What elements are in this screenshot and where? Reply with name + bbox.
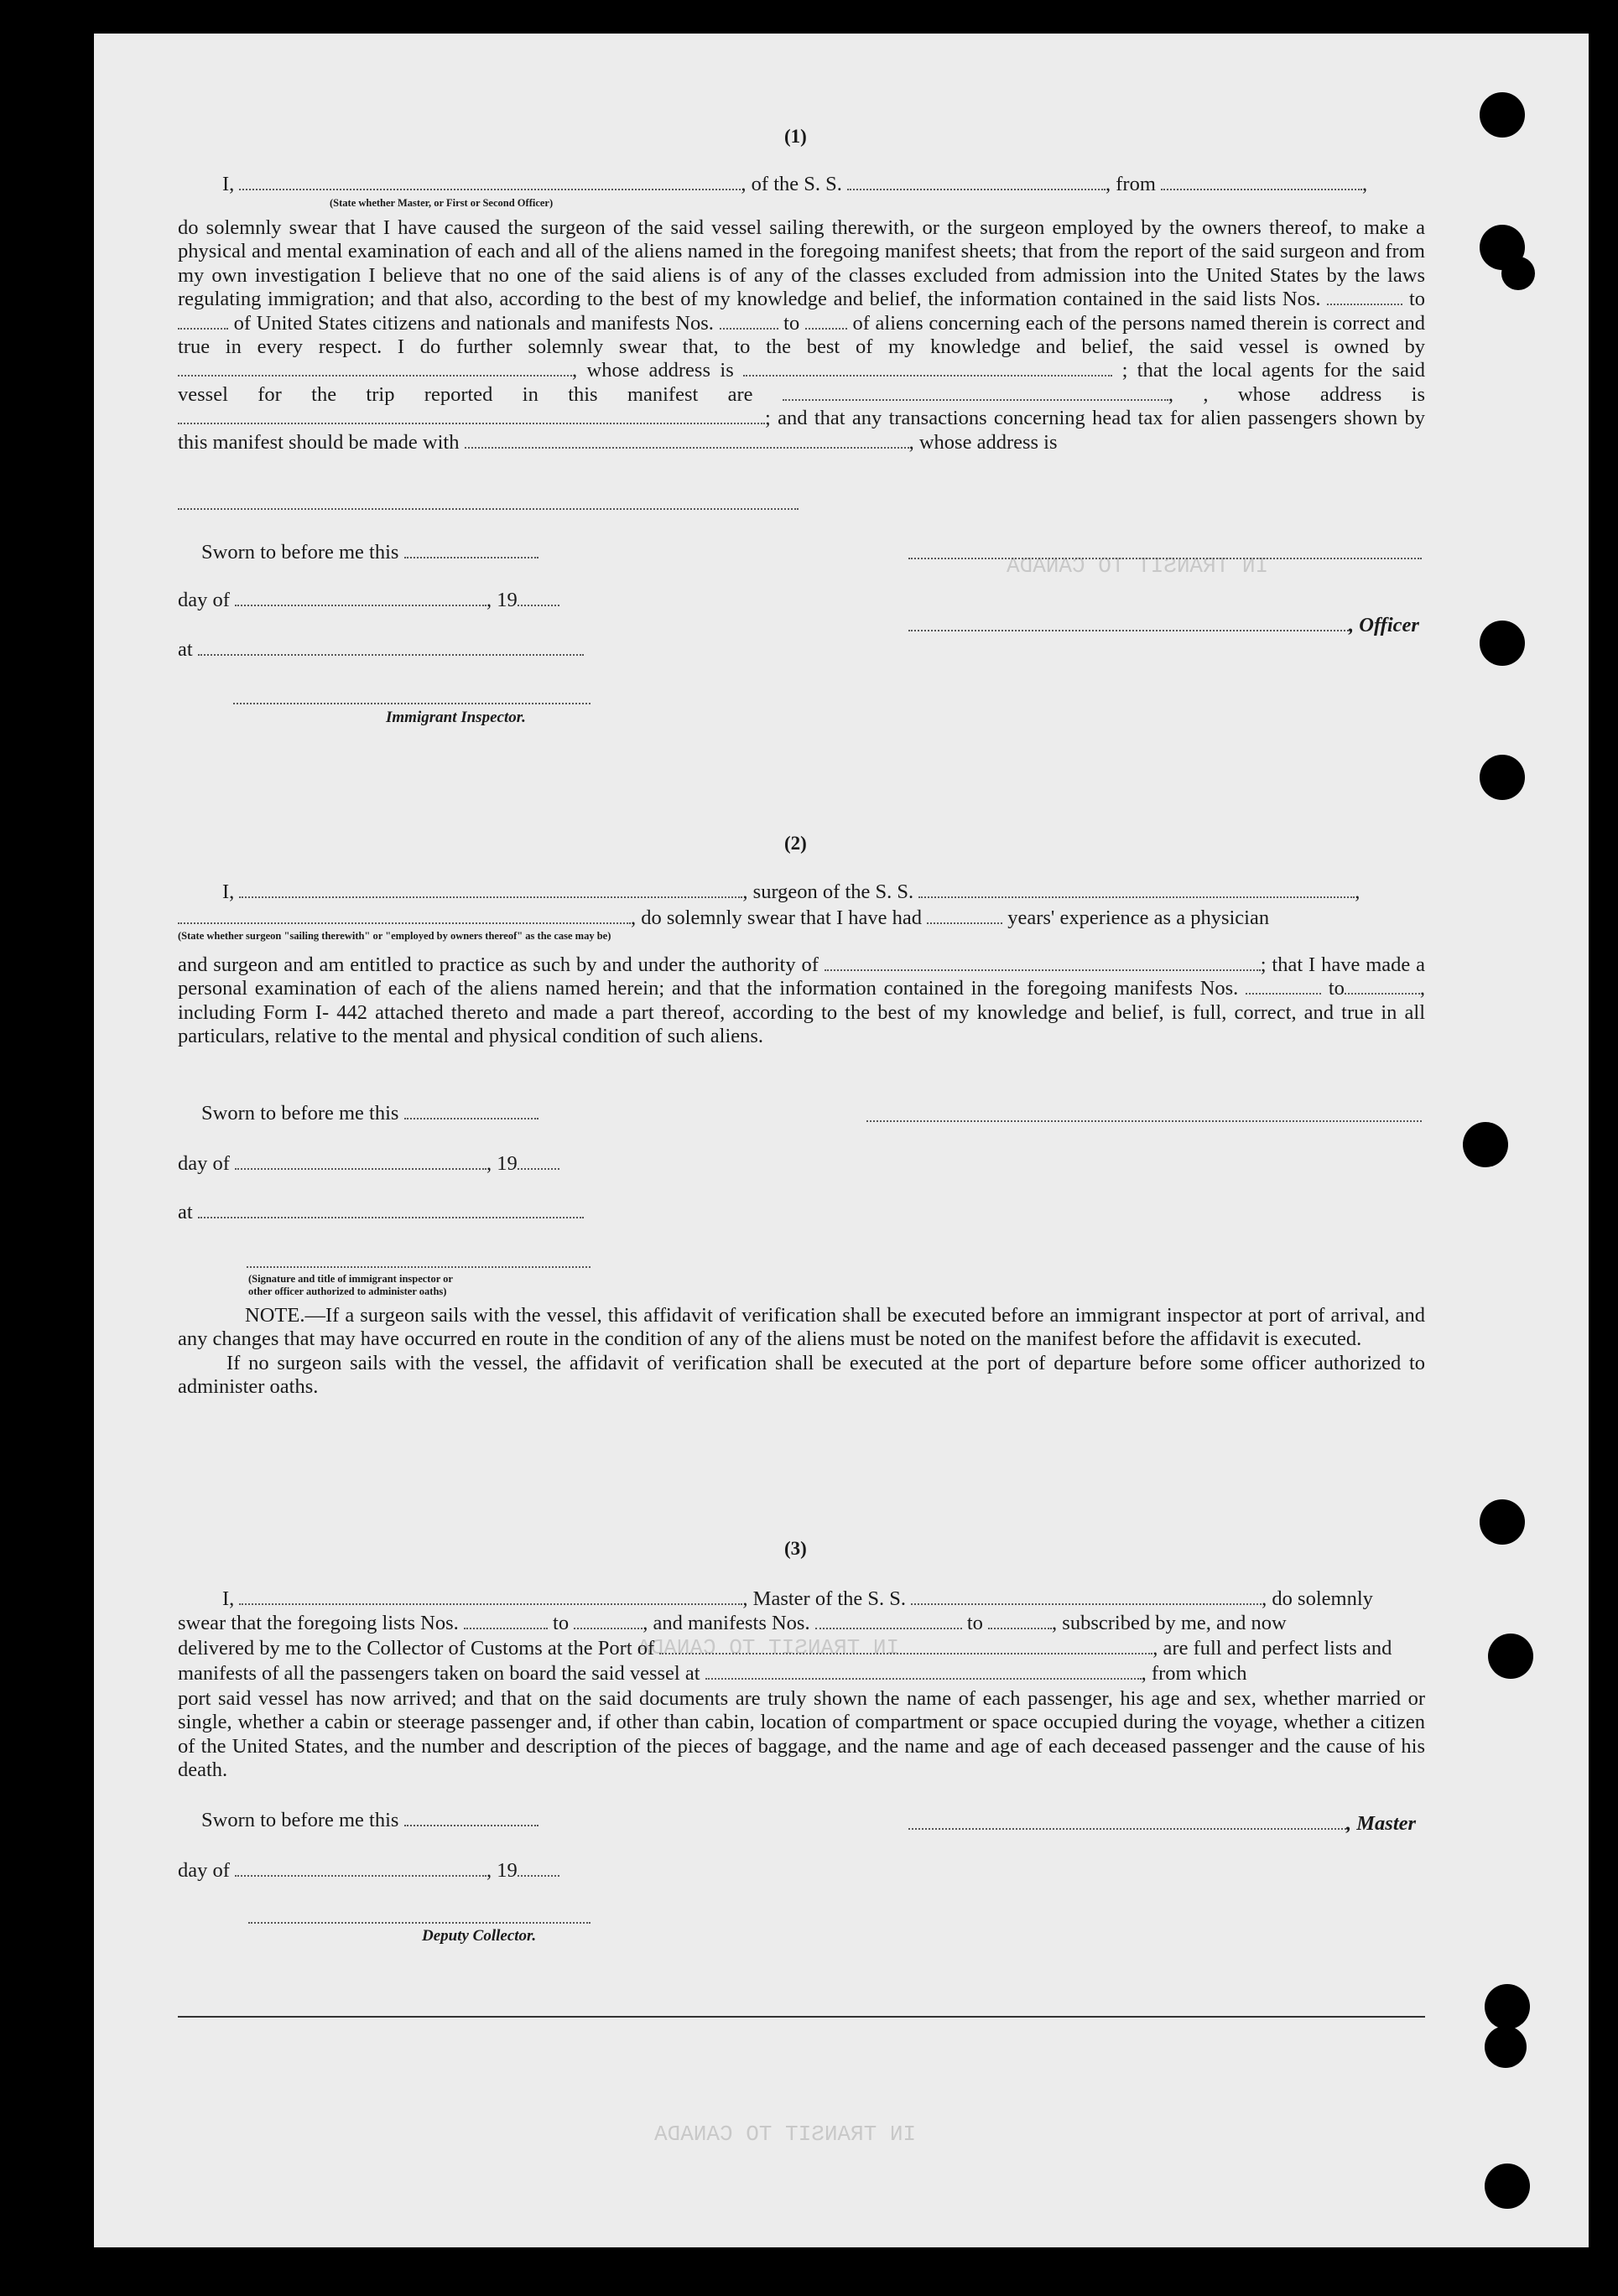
- vessel-name-field[interactable]: [847, 174, 1106, 190]
- lists-from-field[interactable]: [1327, 288, 1402, 305]
- bleed-through-texture: IN TRANSIT TO CANADA: [654, 2122, 1034, 2147]
- inspector-signature-field[interactable]: [233, 703, 590, 704]
- surgeon-line: I, , surgeon of the S. S. ,: [222, 880, 1360, 903]
- agents-address-field[interactable]: [178, 408, 765, 424]
- sworn-line: Sworn to before me this: [201, 1102, 538, 1125]
- place-field[interactable]: [198, 639, 584, 656]
- manifests-from-field[interactable]: [720, 313, 778, 330]
- master-name-field[interactable]: [239, 1588, 742, 1605]
- surgeon-body: and surgeon and am entitled to practice as such by and under the authority of ; that I have made a personal examination of each of the aliens named herein; and that the information contained in the foregoing manifests Nos. to , including Form I- 442 attached thereto and made a part thereof, according to the best of my knowledge and belief, is full, correct, and true in all particulars, relative to the mental and physical condition of such aliens.: [178, 953, 1426, 1048]
- manifests-to-field[interactable]: [988, 1613, 1052, 1629]
- port-of-arrival-field[interactable]: [659, 1638, 1152, 1654]
- oath-body: do solemnly swear that I have caused the surgeon of the said vessel sailing therewith, or the surgeon employed by the owners thereof, to make a physical and mental examination of each and all of the aliens named in the foregoing manifest sheets; that from the report of the said surgeon and from my own investigation I believe that no one of the said aliens is of any of the classes excluded from admission into the United States by the laws regulating immigration; and that also, according to the best of my knowledge and belief, the information contained in the said lists Nos. to of United States citizens and nationals and manifests Nos. to of aliens concerning each of the persons named therein is correct and true in every respect. I do further solemnly swear that, to the best of my knowledge and belief, the said vessel is owned by , whose address is ; that the local agents for the said vessel for the trip reported in this manifest are , , whose address is ; and that any transactions concerning head tax for alien passengers shown by this manifest should be made with , whose address is: [178, 216, 1426, 454]
- vessel-name-field[interactable]: [911, 1588, 1262, 1605]
- punch-hole: [1485, 2026, 1527, 2068]
- signature-field[interactable]: [908, 558, 1422, 559]
- sworn-line: Sworn to before me this: [201, 1809, 538, 1832]
- manifests-from-field[interactable]: [815, 1613, 962, 1629]
- note-text: NOTE.—If a surgeon sails with the vessel, this affidavit of verification shall be executed before an immigrant inspector at port of arrival, and any changes that may have occurred en route in the condition of any of the aliens must be noted on the manifest before the affidavit is executed. If no surgeon sails with the vessel, the affidavit of verification shall be executed at the port of departure before some officer authorized to administer oaths.: [178, 1304, 1425, 1399]
- day-line: day of , 19: [178, 1152, 559, 1176]
- place-field[interactable]: [198, 1202, 584, 1218]
- head-tax-party-field[interactable]: [465, 432, 909, 449]
- section-number: (3): [784, 1538, 807, 1559]
- at-line: at: [178, 1201, 584, 1224]
- field-note: (State whether surgeon "sailing therewith" or "employed by owners thereof" as the case may be): [178, 930, 611, 942]
- oath-line: I, , of the S. S. , from ,: [222, 173, 1368, 195]
- section-number: (2): [784, 833, 807, 854]
- lists-to-field[interactable]: [574, 1613, 643, 1629]
- surgeon-title-field[interactable]: [178, 907, 631, 924]
- officer-signature-field[interactable]: [908, 615, 1349, 631]
- manifests-to-field[interactable]: [1345, 978, 1420, 995]
- year-field[interactable]: [518, 1153, 559, 1170]
- port-of-departure-field[interactable]: [705, 1663, 1142, 1680]
- year-field[interactable]: [518, 590, 559, 606]
- address-continuation-field[interactable]: [178, 508, 799, 510]
- master-body: port said vessel has now arrived; and that on the said documents are truly shown the name of each passenger, his age and sex, whether married or single, whether a cabin or steerage passenger and, if other than cabin, location of compartment or space occupied during the voyage, whether a citizen of the United States, and the number and description of the pieces of baggage, and the name and age of each deceased passenger and the cause of his death.: [178, 1687, 1425, 1782]
- departure-port-field[interactable]: [1161, 174, 1362, 190]
- punch-hole: [1480, 1499, 1525, 1545]
- vessel-name-field[interactable]: [918, 881, 1355, 898]
- day-line: day of , 19: [178, 1859, 559, 1883]
- official-signature-field[interactable]: [247, 1266, 590, 1268]
- punch-hole: [1480, 92, 1525, 138]
- punch-hole: [1485, 1984, 1530, 2029]
- years-field[interactable]: [927, 907, 1002, 924]
- lists-from-field[interactable]: [464, 1613, 548, 1629]
- signature-note: other officer authorized to administer oaths): [248, 1286, 447, 1297]
- manifests-from-field[interactable]: [1246, 978, 1321, 995]
- owner-field[interactable]: [178, 360, 572, 377]
- officer-name-field[interactable]: [239, 174, 741, 190]
- punch-hole: [1480, 755, 1525, 800]
- sworn-line: Sworn to before me this: [201, 541, 538, 564]
- local-agents-field[interactable]: [783, 384, 1168, 401]
- section-number: (1): [784, 126, 807, 147]
- experience-line: , do solemnly swear that I have had years' experience as a physician: [178, 906, 1269, 930]
- sworn-day-field[interactable]: [404, 1103, 538, 1119]
- collector-signature-field[interactable]: [248, 1922, 590, 1924]
- bleed-through-texture: IN TRANSIT TO CANADA: [1007, 553, 1334, 579]
- lists-to-field[interactable]: [178, 313, 228, 330]
- collector-label: Deputy Collector.: [422, 1927, 537, 1945]
- surgeon-name-field[interactable]: [239, 881, 742, 898]
- inspector-label: Immigrant Inspector.: [386, 709, 526, 726]
- month-field[interactable]: [235, 1860, 486, 1877]
- officer-line: , Officer: [908, 614, 1419, 637]
- owner-address-field[interactable]: [743, 360, 1112, 377]
- sworn-day-field[interactable]: [404, 542, 538, 558]
- punch-hole: [1463, 1122, 1508, 1167]
- surgeon-signature-field[interactable]: [866, 1120, 1422, 1122]
- month-field[interactable]: [235, 1153, 486, 1170]
- sworn-day-field[interactable]: [404, 1810, 538, 1826]
- authority-field[interactable]: [825, 954, 1261, 971]
- master-line: I, , Master of the S. S. , do solemnly: [222, 1587, 1373, 1610]
- bleed-through-texture: IN TRANSIT TO CANADA: [637, 1635, 1031, 1660]
- master-signature-line: , Master: [908, 1812, 1416, 1836]
- field-note: (State whether Master, or First or Second Officer): [330, 197, 554, 209]
- month-field[interactable]: [235, 590, 486, 606]
- manifests-to-field[interactable]: [805, 313, 847, 330]
- lists-line: swear that the foregoing lists Nos. to , and manifests Nos. to , subscribed by me, and now: [178, 1612, 1287, 1634]
- signature-note: (Signature and title of immigrant inspector or: [248, 1273, 453, 1285]
- port-line: delivered by me to the Collector of Customs at the Port of , are full and perfect lists and: [178, 1637, 1392, 1660]
- at-line: at: [178, 638, 584, 662]
- punch-hole: [1480, 621, 1525, 666]
- punch-hole: [1488, 1634, 1533, 1679]
- master-signature-field[interactable]: [908, 1813, 1346, 1830]
- year-field[interactable]: [518, 1860, 559, 1877]
- departure-line: manifests of all the passengers taken on board the said vessel at , from which: [178, 1662, 1247, 1685]
- punch-hole: [1485, 2164, 1530, 2209]
- day-line: day of , 19: [178, 589, 559, 612]
- punch-hole: [1501, 257, 1535, 290]
- bottom-rule: [178, 2016, 1425, 2018]
